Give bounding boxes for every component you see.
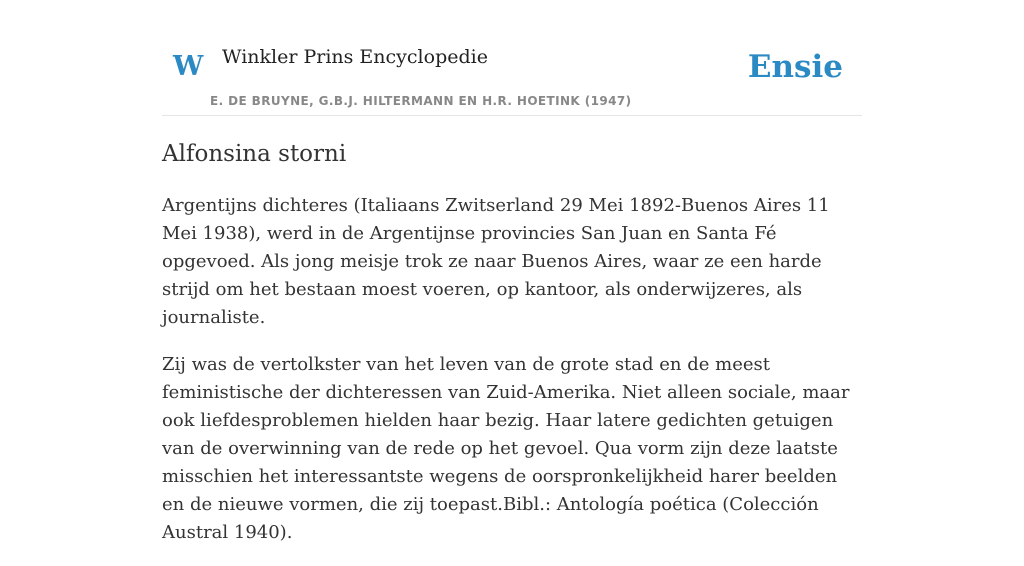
source-authors: E. DE BRUYNE, G.B.J. HILTERMANN EN H.R. HOETINK (1947) bbox=[210, 94, 632, 108]
article-paragraph: Zij was de vertolkster van het leven van de grote stad en de meest feministische der dichteressen van Zuid-Amerika. Niet alleen sociale, maar ook liefdesproblemen hielden haar bezig. Haar latere gedichten getuigen van de overwinning van de rede op het gevoel. Qua vorm zijn deze laatste misschien het interessantste wegens de oorspronkelijkheid harer beelden en de nieuwe vormen, die zij toepast.Bibl.: Antología poética (Colección Austral 1940). bbox=[162, 354, 850, 543]
winkler-prins-logo: W bbox=[173, 51, 204, 82]
article-paragraph: Argentijns dichteres (Italiaans Zwitserland 29 Mei 1892-Buenos Aires 11 Mei 1938), werd in de Argentijnse provincies San Juan en Santa Fé opgevoed. Als jong meisje trok ze naar Buenos Aires, waar ze een harde strijd om het bestaan moest voeren, op kantoor, als onderwijzeres, als journaliste. bbox=[162, 195, 830, 328]
source-title[interactable]: Winkler Prins Encyclopedie bbox=[222, 46, 488, 68]
article-title: Alfonsina storni bbox=[162, 141, 347, 167]
source-header bbox=[162, 0, 862, 116]
article-body bbox=[162, 192, 862, 566]
ensie-logo[interactable]: Ensie bbox=[747, 49, 843, 85]
